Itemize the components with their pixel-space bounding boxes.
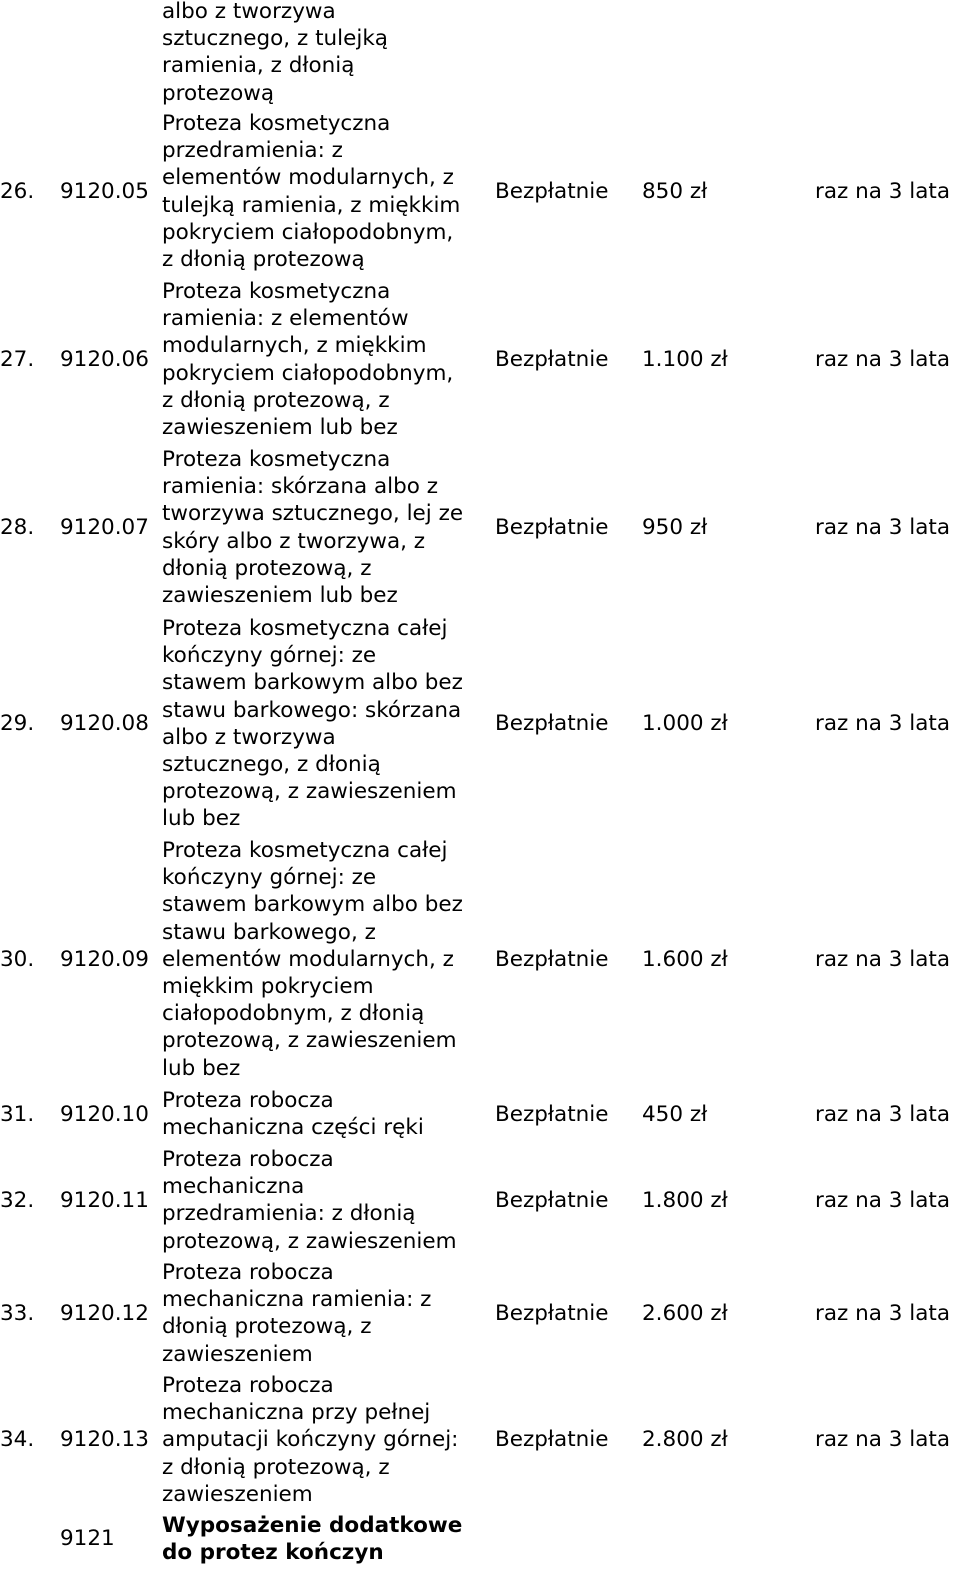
row-description-line: kończyny górnej: ze — [162, 643, 377, 669]
section-title-line: Wyposażenie dodatkowe — [162, 1513, 463, 1538]
row-description-line: stawem barkowym albo bez — [162, 670, 463, 696]
row-description-line: Proteza robocza — [162, 1147, 334, 1172]
row-payment: Bezpłatnie — [495, 347, 609, 372]
row-description-line: zawieszeniem lub bez — [162, 583, 398, 608]
row-number: 34. — [0, 1427, 35, 1453]
row-code: 9120.11 — [60, 1187, 149, 1213]
row-description-line: Proteza robocza — [162, 1260, 334, 1285]
row-number: 32. — [0, 1187, 35, 1213]
row-description-line: pokryciem ciałopodobnym, — [162, 360, 454, 386]
section-title-line: do protez kończyn — [162, 1540, 384, 1566]
row-number: 30. — [0, 946, 35, 972]
row-description-line: mechaniczna ramienia: z — [162, 1287, 432, 1313]
row-description-line: Proteza kosmetyczna całej — [162, 616, 448, 641]
row-payment: Bezpłatnie — [495, 1101, 609, 1127]
row-frequency: raz na 3 lata — [815, 1300, 951, 1326]
row-code: 9120.05 — [60, 179, 149, 204]
row-description-line: Proteza kosmetyczna — [162, 279, 391, 304]
row-description-line: modularnych, z miękkim — [162, 333, 427, 359]
row-description-line: stawu barkowego: skórzana — [162, 697, 462, 723]
row-description-line: sztucznego, z tulejką — [162, 26, 388, 52]
row-description-line: przedramienia: z — [162, 138, 343, 164]
section-code: 9121 — [60, 1525, 115, 1551]
row-description-line: Proteza kosmetyczna — [162, 111, 391, 136]
row-number: 33. — [0, 1300, 35, 1326]
row-price: 2.800 zł — [642, 1427, 728, 1453]
row-price: 1.600 zł — [642, 946, 728, 972]
row-code: 9120.06 — [60, 347, 149, 372]
row-number: 28. — [0, 515, 35, 540]
row-description-line: przedramienia: z dłonią — [162, 1201, 416, 1227]
row-price: 2.600 zł — [642, 1300, 728, 1326]
row-price: 850 zł — [642, 179, 708, 204]
row-code: 9120.09 — [60, 946, 149, 972]
row-description-line: zawieszeniem — [162, 1341, 313, 1367]
row-description-line: stawem barkowym albo bez — [162, 892, 463, 918]
row-description-line: pokryciem ciałopodobnym, — [162, 219, 454, 245]
row-payment: Bezpłatnie — [495, 1187, 609, 1213]
row-description-line: kończyny górnej: ze — [162, 865, 377, 891]
row-description-line: tulejką ramienia, z miękkim — [162, 192, 461, 218]
row-description-line: z dłonią protezową — [162, 247, 365, 272]
row-description-line: skóry albo z tworzywa, z — [162, 528, 426, 554]
row-payment: Bezpłatnie — [495, 711, 609, 737]
row-description-line: dłonią protezową, z — [162, 555, 372, 581]
row-frequency: raz na 3 lata — [815, 711, 951, 737]
row-description-line: lub bez — [162, 806, 241, 832]
row-description-line: lub bez — [162, 1055, 241, 1081]
row-description-line: z dłonią protezową, z — [162, 387, 390, 413]
row-description-line: mechaniczna przy pełnej — [162, 1400, 431, 1426]
row-description-line: Proteza kosmetyczna całej — [162, 838, 448, 863]
row-frequency: raz na 3 lata — [815, 515, 951, 540]
row-description-line: protezową, z zawieszeniem — [162, 1228, 457, 1254]
row-description-line: amputacji kończyny górnej: — [162, 1427, 459, 1453]
row-description-line: Proteza kosmetyczna — [162, 447, 391, 472]
row-frequency: raz na 3 lata — [815, 946, 951, 972]
row-payment: Bezpłatnie — [495, 1427, 609, 1453]
row-payment: Bezpłatnie — [495, 515, 609, 540]
row-description-line: ciałopodobnym, z dłonią — [162, 1001, 425, 1027]
row-code: 9120.07 — [60, 515, 149, 540]
row-code: 9120.10 — [60, 1101, 149, 1127]
row-description-line: albo z tworzywa — [162, 0, 336, 24]
row-payment: Bezpłatnie — [495, 946, 609, 972]
row-description-line: dłonią protezową, z — [162, 1314, 372, 1340]
row-payment: Bezpłatnie — [495, 1300, 609, 1326]
row-description-line: ramienia: skórzana albo z — [162, 474, 439, 500]
row-price: 1.800 zł — [642, 1187, 728, 1213]
row-number: 27. — [0, 347, 35, 372]
row-description-line: protezową, z zawieszeniem — [162, 1028, 457, 1054]
row-payment: Bezpłatnie — [495, 179, 609, 204]
row-code: 9120.08 — [60, 711, 149, 737]
row-description-line: elementów modularnych, z — [162, 165, 454, 191]
row-description-line: zawieszeniem lub bez — [162, 415, 398, 440]
row-description-line: miękkim pokryciem — [162, 974, 374, 999]
row-description-line: albo z tworzywa — [162, 724, 336, 750]
row-price: 1.100 zł — [642, 347, 728, 372]
row-description-line: sztucznego, z dłonią — [162, 752, 381, 777]
row-description-line: mechaniczna — [162, 1174, 305, 1200]
row-description-line: ramienia, z dłonią — [162, 53, 355, 79]
row-description-line: z dłonią protezową, z — [162, 1454, 390, 1480]
row-description-line: stawu barkowego, z — [162, 919, 376, 945]
row-description-line: ramienia: z elementów — [162, 306, 409, 332]
row-frequency: raz na 3 lata — [815, 179, 951, 204]
row-frequency: raz na 3 lata — [815, 1101, 951, 1127]
row-description-line: Proteza robocza — [162, 1373, 334, 1398]
row-description-line: tworzywa sztucznego, lej ze — [162, 501, 464, 527]
row-code: 9120.12 — [60, 1300, 149, 1326]
row-description-line: protezową, z zawieszeniem — [162, 779, 457, 805]
row-price: 950 zł — [642, 515, 708, 540]
row-price: 1.000 zł — [642, 711, 728, 737]
row-description-line: zawieszeniem — [162, 1481, 313, 1507]
row-code: 9120.13 — [60, 1427, 149, 1453]
row-price: 450 zł — [642, 1101, 708, 1127]
row-frequency: raz na 3 lata — [815, 347, 951, 372]
row-description-line: elementów modularnych, z — [162, 946, 454, 972]
row-number: 26. — [0, 179, 35, 204]
row-frequency: raz na 3 lata — [815, 1427, 951, 1453]
row-frequency: raz na 3 lata — [815, 1187, 951, 1213]
row-description-line: protezową — [162, 80, 275, 106]
row-number: 31. — [0, 1101, 35, 1127]
row-description-line: mechaniczna części ręki — [162, 1115, 424, 1141]
row-description-line: Proteza robocza — [162, 1088, 334, 1113]
row-number: 29. — [0, 711, 35, 737]
